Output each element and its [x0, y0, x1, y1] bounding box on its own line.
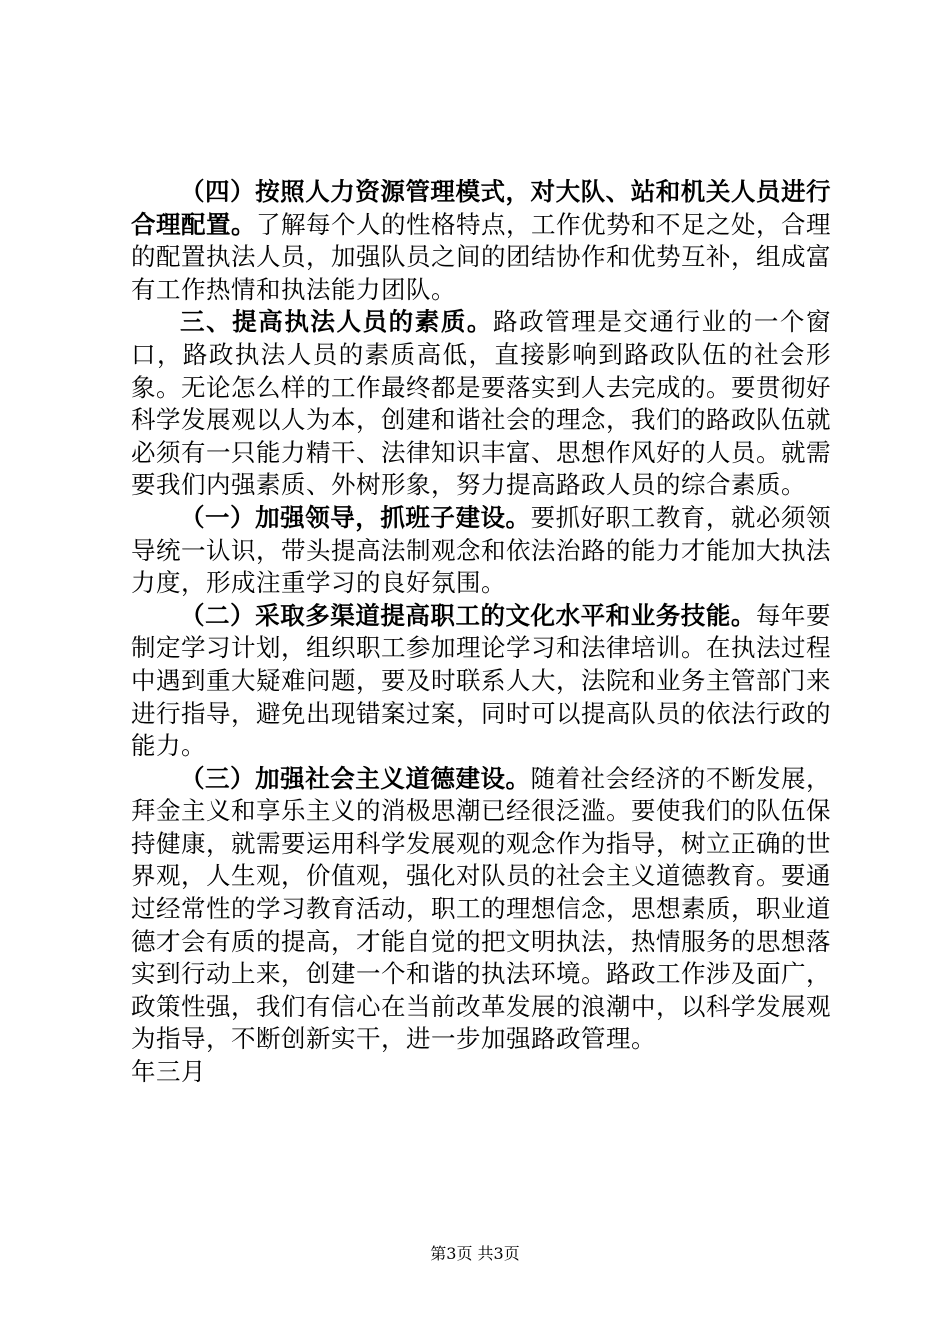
page-footer	[0, 1244, 950, 1264]
paragraph-section-three	[131, 306, 831, 502]
paragraph-section-3	[131, 763, 831, 1056]
paragraph-text: 了解每个人的性格特点，工作优势和不足之处，合理的配置执法人员，加强队员之间的团结协作和优势互补，组成富有工作热情和执法能力团队。	[131, 209, 831, 304]
paragraph-text: 路政管理是交通行业的一个窗口，路政执法人员的素质高低，直接影响到路政队伍的社会形象。无论怎么样的工作最终都是要落实到人去完成的。要贯彻好科学发展观以人为本，创建和谐社会的理念，我们的路政队伍就必须有一只能力精干、法律知识丰富、思想作风好的人员。就需要我们内强素质、外树形象，努力提高路政人员的综合素质。	[131, 307, 831, 500]
paragraph-text: 每年要制定学习计划，组织职工参加理论学习和法律培训。在执法过程中遇到重大疑难问题，要及时联系人大，法院和业务主管部门来进行指导，避免出现错案过案，同时可以提高队员的依法行政的能力。	[131, 600, 832, 761]
paragraph-heading: （四）按照人力资源管理模式，对大队、站和机关人员进行合理配置。	[131, 177, 831, 239]
paragraph-heading: 三、提高执法人员的素质。	[180, 307, 493, 337]
paragraph-text: 随着社会经济的不断发展，拜金主义和享乐主义的消极思潮已经很泛滥。要使我们的队伍保持健康，就需要运用科学发展观的观念作为指导，树立正确的世界观，人生观，价值观，强化对队员的社会主义道德教育。要通过经常性的学习教育活动，职工的理想信念，思想素质，职业道德才会有质的提高，才能自觉的把文明执法，热情服务的思想落实到行动上来，创建一个和谐的执法环境。路政工作涉及面广，政策性强，我们有信心在当前改革发展的浪潮中，以科学发展观为指导，不断创新实干，进一步加强路政管理。	[131, 763, 832, 1054]
paragraph-heading: （一）加强领导，抓班子建设。	[180, 502, 531, 532]
paragraph-section-4	[131, 176, 831, 306]
paragraph-text: 要抓好职工教育，就必须领导统一认识，带头提高法制观念和依法治路的能力才能加大执法力度，形成注重学习的良好氛围。	[131, 502, 832, 598]
paragraph-heading: （三）加强社会主义道德建设。	[180, 763, 531, 793]
date-line: 年三月	[131, 1057, 206, 1087]
paragraph-section-2	[131, 600, 831, 763]
paragraph-heading: （二）采取多渠道提高职工的文化水平和业务技能。	[180, 600, 756, 630]
document-body	[131, 176, 831, 1089]
page-number-label: 第3页 共3页	[430, 1244, 520, 1263]
paragraph-section-1	[131, 502, 831, 600]
